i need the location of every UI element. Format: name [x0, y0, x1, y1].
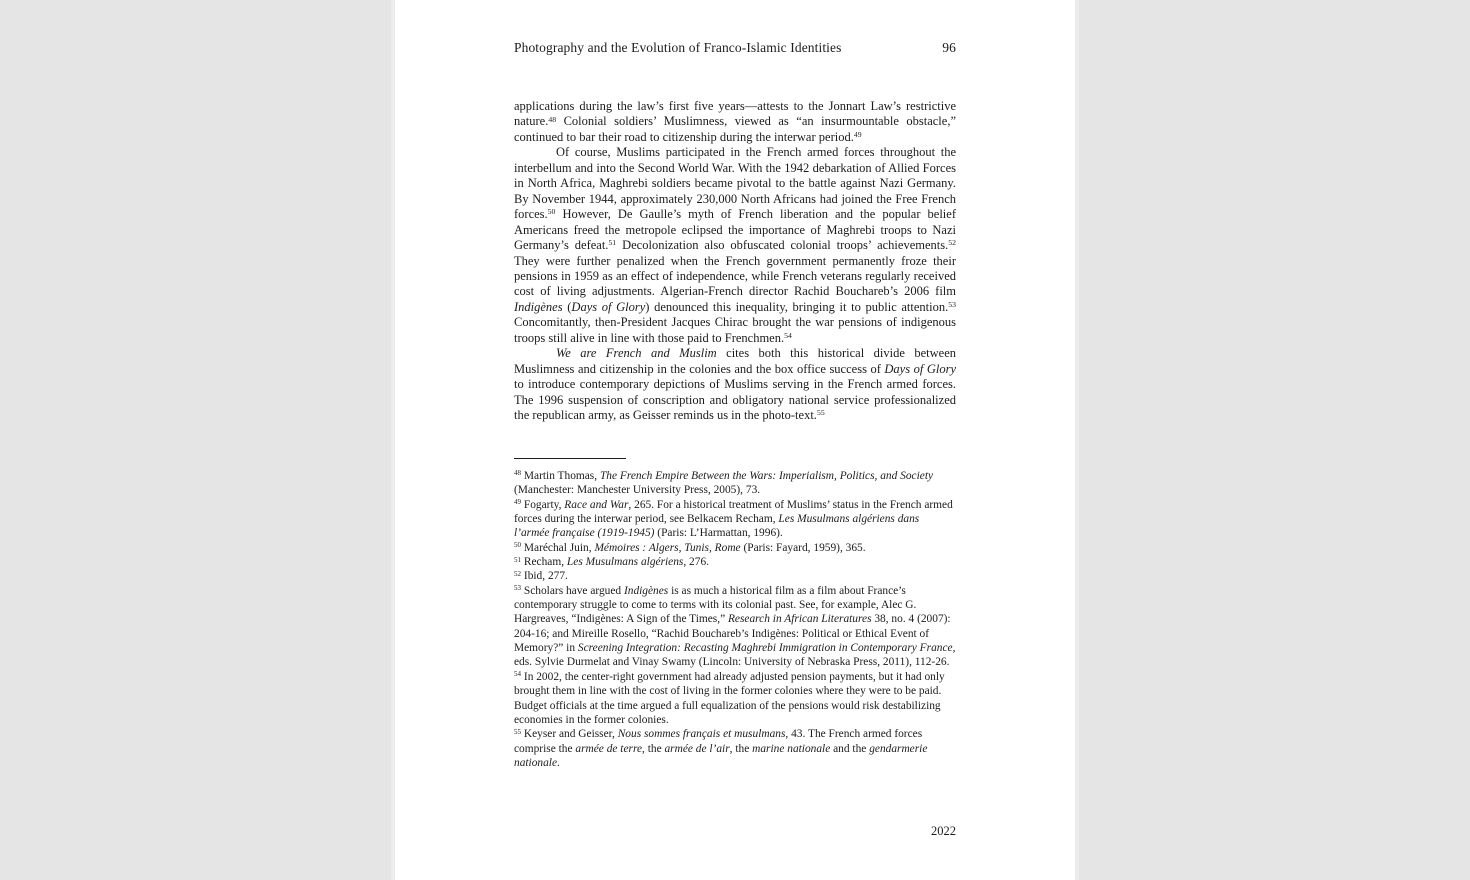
body-paragraph-1: applications during the law’s first five years—attests to the Jonnart Law’s restrictive nature.$^{48}$ Colonial soldiers’ Muslimness, viewed as “an insurmountable obstacle,” continued to bar their road to citizenship during the interwar period.$^{49}$: [514, 99, 956, 144]
running-head: [514, 40, 956, 56]
footnote-54: $^{54}$ In 2002, the center-right government had already adjusted pension payments, but it had only brought them in line with the cost of living in the former colonies where they were to be paid. Budget officials at the time argued a full equalization of the pensions would risk destabilizing economies in the former colonies.: [514, 670, 945, 726]
footnote-52: $^{52}$ Ibid, 277.: [514, 569, 568, 583]
footnote-51: $^{51}$ Recham, Les Musulmans algériens, 276.: [514, 555, 709, 569]
footnote-48: $^{48}$ Martin Thomas, The French Empire Between the Wars: Imperialism, Politics, and Society (Manchester: Manchester University Press, 2005), 73.: [514, 469, 934, 497]
page-number: 96: [942, 40, 956, 55]
body-paragraph-2: Of course, Muslims participated in the French armed forces throughout the interbellum and into the Second World War. With the 1942 debarkation of Allied Forces in North Africa, Maghrebi soldiers became pivotal to the battle against Nazi Germany. By November 1944, approximately 230,000 North Africans had joined the Free French forces.$^{50}$ However, De Gaulle’s myth of French liberation and the popular belief Americans freed the metropole eclipsed the importance of Maghrebi troops to Nazi Germany’s defeat.$^{51}$ Decolonization also obfuscated colonial troops’ achievements.$^{52}$ They were further penalized when the French government permanently froze their pensions in 1959 as an effect of independence, while French veterans regularly received cost of living adjustments. Algerian-French director Rachid Bouchareb’s 2006 film Indigènes (Days of Glory) denounced this inequality, bringing it to public attention.$^{53}$ Concomitantly, then-President Jacques Chirac brought the war pensions of indigenous troops still alive in line with those paid to Frenchmen.$^{54}$: [514, 145, 956, 345]
footnote-49: $^{49}$ Fogarty, Race and War, 265. For a historical treatment of Muslims’ status in the French armed forces during the interwar period, see Belkacem Recham, Les Musulmans algériens dans l’armée française (1919-1945) (Paris: L’Harmattan, 1996).: [514, 498, 953, 540]
footnotes: [514, 469, 956, 770]
footnote-separator: [514, 458, 626, 459]
year-footer: 2022: [931, 824, 956, 838]
document-page: [395, 0, 1075, 880]
body-text: [514, 99, 956, 424]
running-head-title: Photography and the Evolution of Franco-Islamic Identities: [514, 40, 842, 55]
body-paragraph-3: We are French and Muslim cites both this historical divide between Muslimness and citizenship in the colonies and the box office success of Days of Glory to introduce contemporary depictions of Muslims serving in the French armed forces. The 1996 suspension of conscription and obligatory national service professionalized the republican army, as Geisser reminds us in the photo-text.$^{55}$: [514, 346, 957, 423]
footnote-55: $^{55}$ Keyser and Geisser, Nous sommes français et musulmans, 43. The French armed forces comprise the armée de terre, the armée de l’air, the marine nationale and the gendarmerie nationale.: [514, 727, 928, 769]
footnote-50: $^{50}$ Maréchal Juin, Mémoires : Algers, Tunis, Rome (Paris: Fayard, 1959), 365.: [514, 541, 866, 554]
footnote-53: $^{53}$ Scholars have argued Indigènes is as much a historical film as a film about France’s contemporary struggle to come to terms with its colonial past. See, for example, Alec G. Hargreaves, “Indigènes: A Sign of the Times,” Research in African Literatures 38, no. 4 (2007): 204-16; and Mireille Rosello, “Rachid Bouchareb’s Indigènes: Political or Ethical Event of Memory?” in Screening Integration: Recasting Maghrebi Immigration in Contemporary France, eds. Sylvie Durmelat and Vinay Swamy (Lincoln: University of Nebraska Press, 2011), 112-26.: [514, 584, 956, 669]
